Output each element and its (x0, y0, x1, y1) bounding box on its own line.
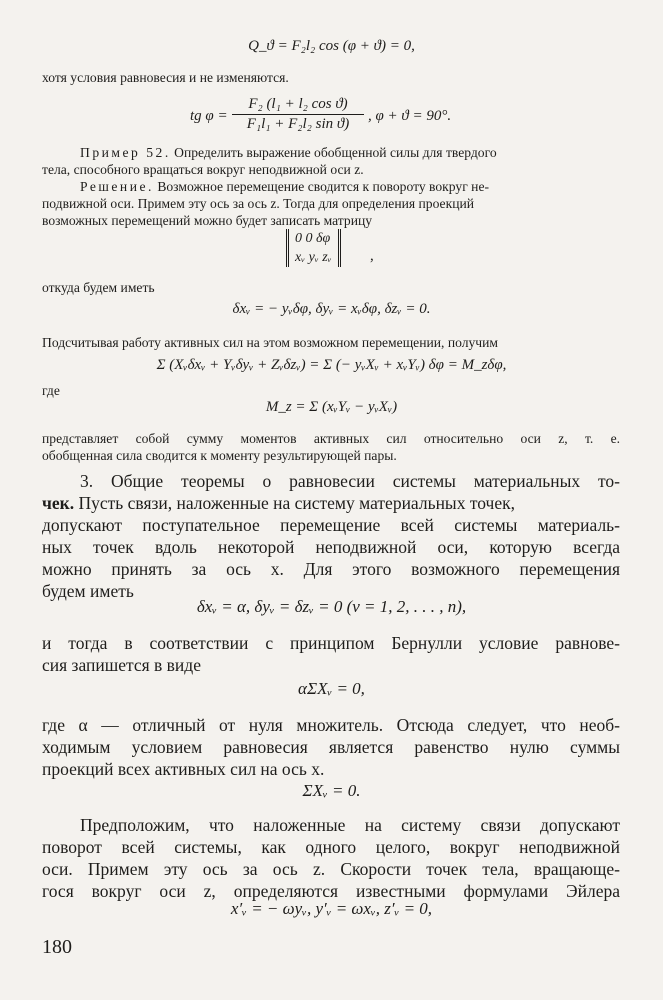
text-line: обобщенная сила сводится к моменту результирующей пары. (42, 448, 397, 463)
equation-alpha: δxᵥ = α, δyᵥ = δzᵥ = 0 (ν = 1, 2, . . . , n), (196, 597, 467, 616)
section-heading-end: чек. (42, 493, 75, 513)
paragraph-text: Пусть связи, наложенные на систему материальных точек, (78, 493, 515, 513)
equation-part: tg φ = (190, 108, 228, 124)
paragraph-line: проекций всех активных сил на ось x. (42, 759, 325, 779)
equation-alpha-sum: αΣXᵥ = 0, (298, 679, 365, 698)
matrix (286, 229, 341, 267)
paragraph-line (42, 493, 515, 514)
paragraph-line: поворот всей системы, как одного целого, вокруг неподвижной (42, 837, 620, 857)
equation-part: , φ + ϑ = 90°. (368, 108, 452, 124)
text-line: тела, способного вращаться вокруг неподвижной оси z. (42, 162, 364, 177)
text-line: Подсчитывая работу активных сил на этом возможном перемещении, получим (42, 335, 499, 350)
fraction-bar (232, 114, 364, 115)
matrix-row: xᵥ yᵥ zᵥ (295, 250, 332, 265)
paragraph-line: где α — отличный от нуля множитель. Отсюда следует, что необ- (42, 715, 620, 735)
paragraph-line: оси. Примем эту ось за ось z. Скорости точек тела, вращающе- (42, 859, 620, 879)
paragraph-line: ных точек вдоль некоторой неподвижной оси, которую всегда (42, 537, 620, 557)
example-line (80, 145, 497, 161)
example-label: Пример 52. (80, 145, 171, 160)
fraction-denominator: F₁l₁ + F₂l₂ sin ϑ) (246, 116, 350, 132)
text-line: представляет собой сумму моментов активных сил относительно оси z, т. е. (42, 431, 620, 446)
text-line: где (42, 383, 60, 398)
equation-delta: δxᵥ = − yᵥδφ, δyᵥ = xᵥδφ, δzᵥ = 0. (232, 301, 431, 317)
equation-sum-x: ΣXᵥ = 0. (302, 781, 361, 800)
solution-text: Возможное перемещение сводится к повороту вокруг не- (157, 179, 489, 194)
equation-sum-work: Σ (Xᵥδxᵥ + Yᵥδyᵥ + Zᵥδzᵥ) = Σ (− yᵥXᵥ + xᵥYᵥ) δφ = M_zδφ, (156, 357, 507, 373)
section-heading: 3. Общие теоремы о равновесии системы материальных то- (80, 471, 620, 491)
solution-label: Решение. (80, 179, 154, 194)
paragraph-line: ходимым условием равновесия является равенство нулю суммы (42, 737, 620, 757)
text-line: откуда будем иметь (42, 280, 155, 295)
paragraph-line: сия запишется в виде (42, 655, 201, 675)
paragraph-line: можно принять за ось x. Для этого возможного перемещения (42, 559, 620, 579)
text-line: хотя условия равновесия и не изменяются. (42, 70, 289, 85)
equation-mz: M_z = Σ (xᵥYᵥ − yᵥXᵥ) (265, 399, 398, 415)
fraction-numerator: F₂ (l₁ + l₂ cos ϑ) (248, 96, 348, 112)
paragraph-line: гося вокруг оси z, определяются известными формулами Эйлера (42, 881, 620, 901)
page-number: 180 (42, 936, 72, 958)
paragraph-line: и тогда в соответствии с принципом Бернулли условие равнове- (42, 633, 620, 653)
text-line: возможных перемещений можно будет записать матрицу (42, 213, 373, 228)
example-text: Определить выражение обобщенной силы для твердого (174, 145, 497, 160)
text-line: подвижной оси. Примем эту ось за ось z. Тогда для определения проекций (42, 196, 475, 211)
fraction (232, 96, 364, 133)
paragraph-line: Предположим, что наложенные на систему связи допускают (80, 815, 620, 835)
paragraph-line: будем иметь (42, 581, 134, 601)
solution-line (80, 179, 489, 195)
equation-euler: x′ᵥ = − ωyᵥ, y′ᵥ = ωxᵥ, z′ᵥ = 0, (230, 899, 433, 918)
paragraph-line: допускают поступательное перемещение всей системы материаль- (42, 515, 620, 535)
matrix-comma: , (370, 248, 374, 264)
equation-q-theta: Q_ϑ = F₂l₂ cos (φ + ϑ) = 0, (248, 38, 415, 54)
matrix-row: 0 0 δφ (295, 231, 331, 246)
